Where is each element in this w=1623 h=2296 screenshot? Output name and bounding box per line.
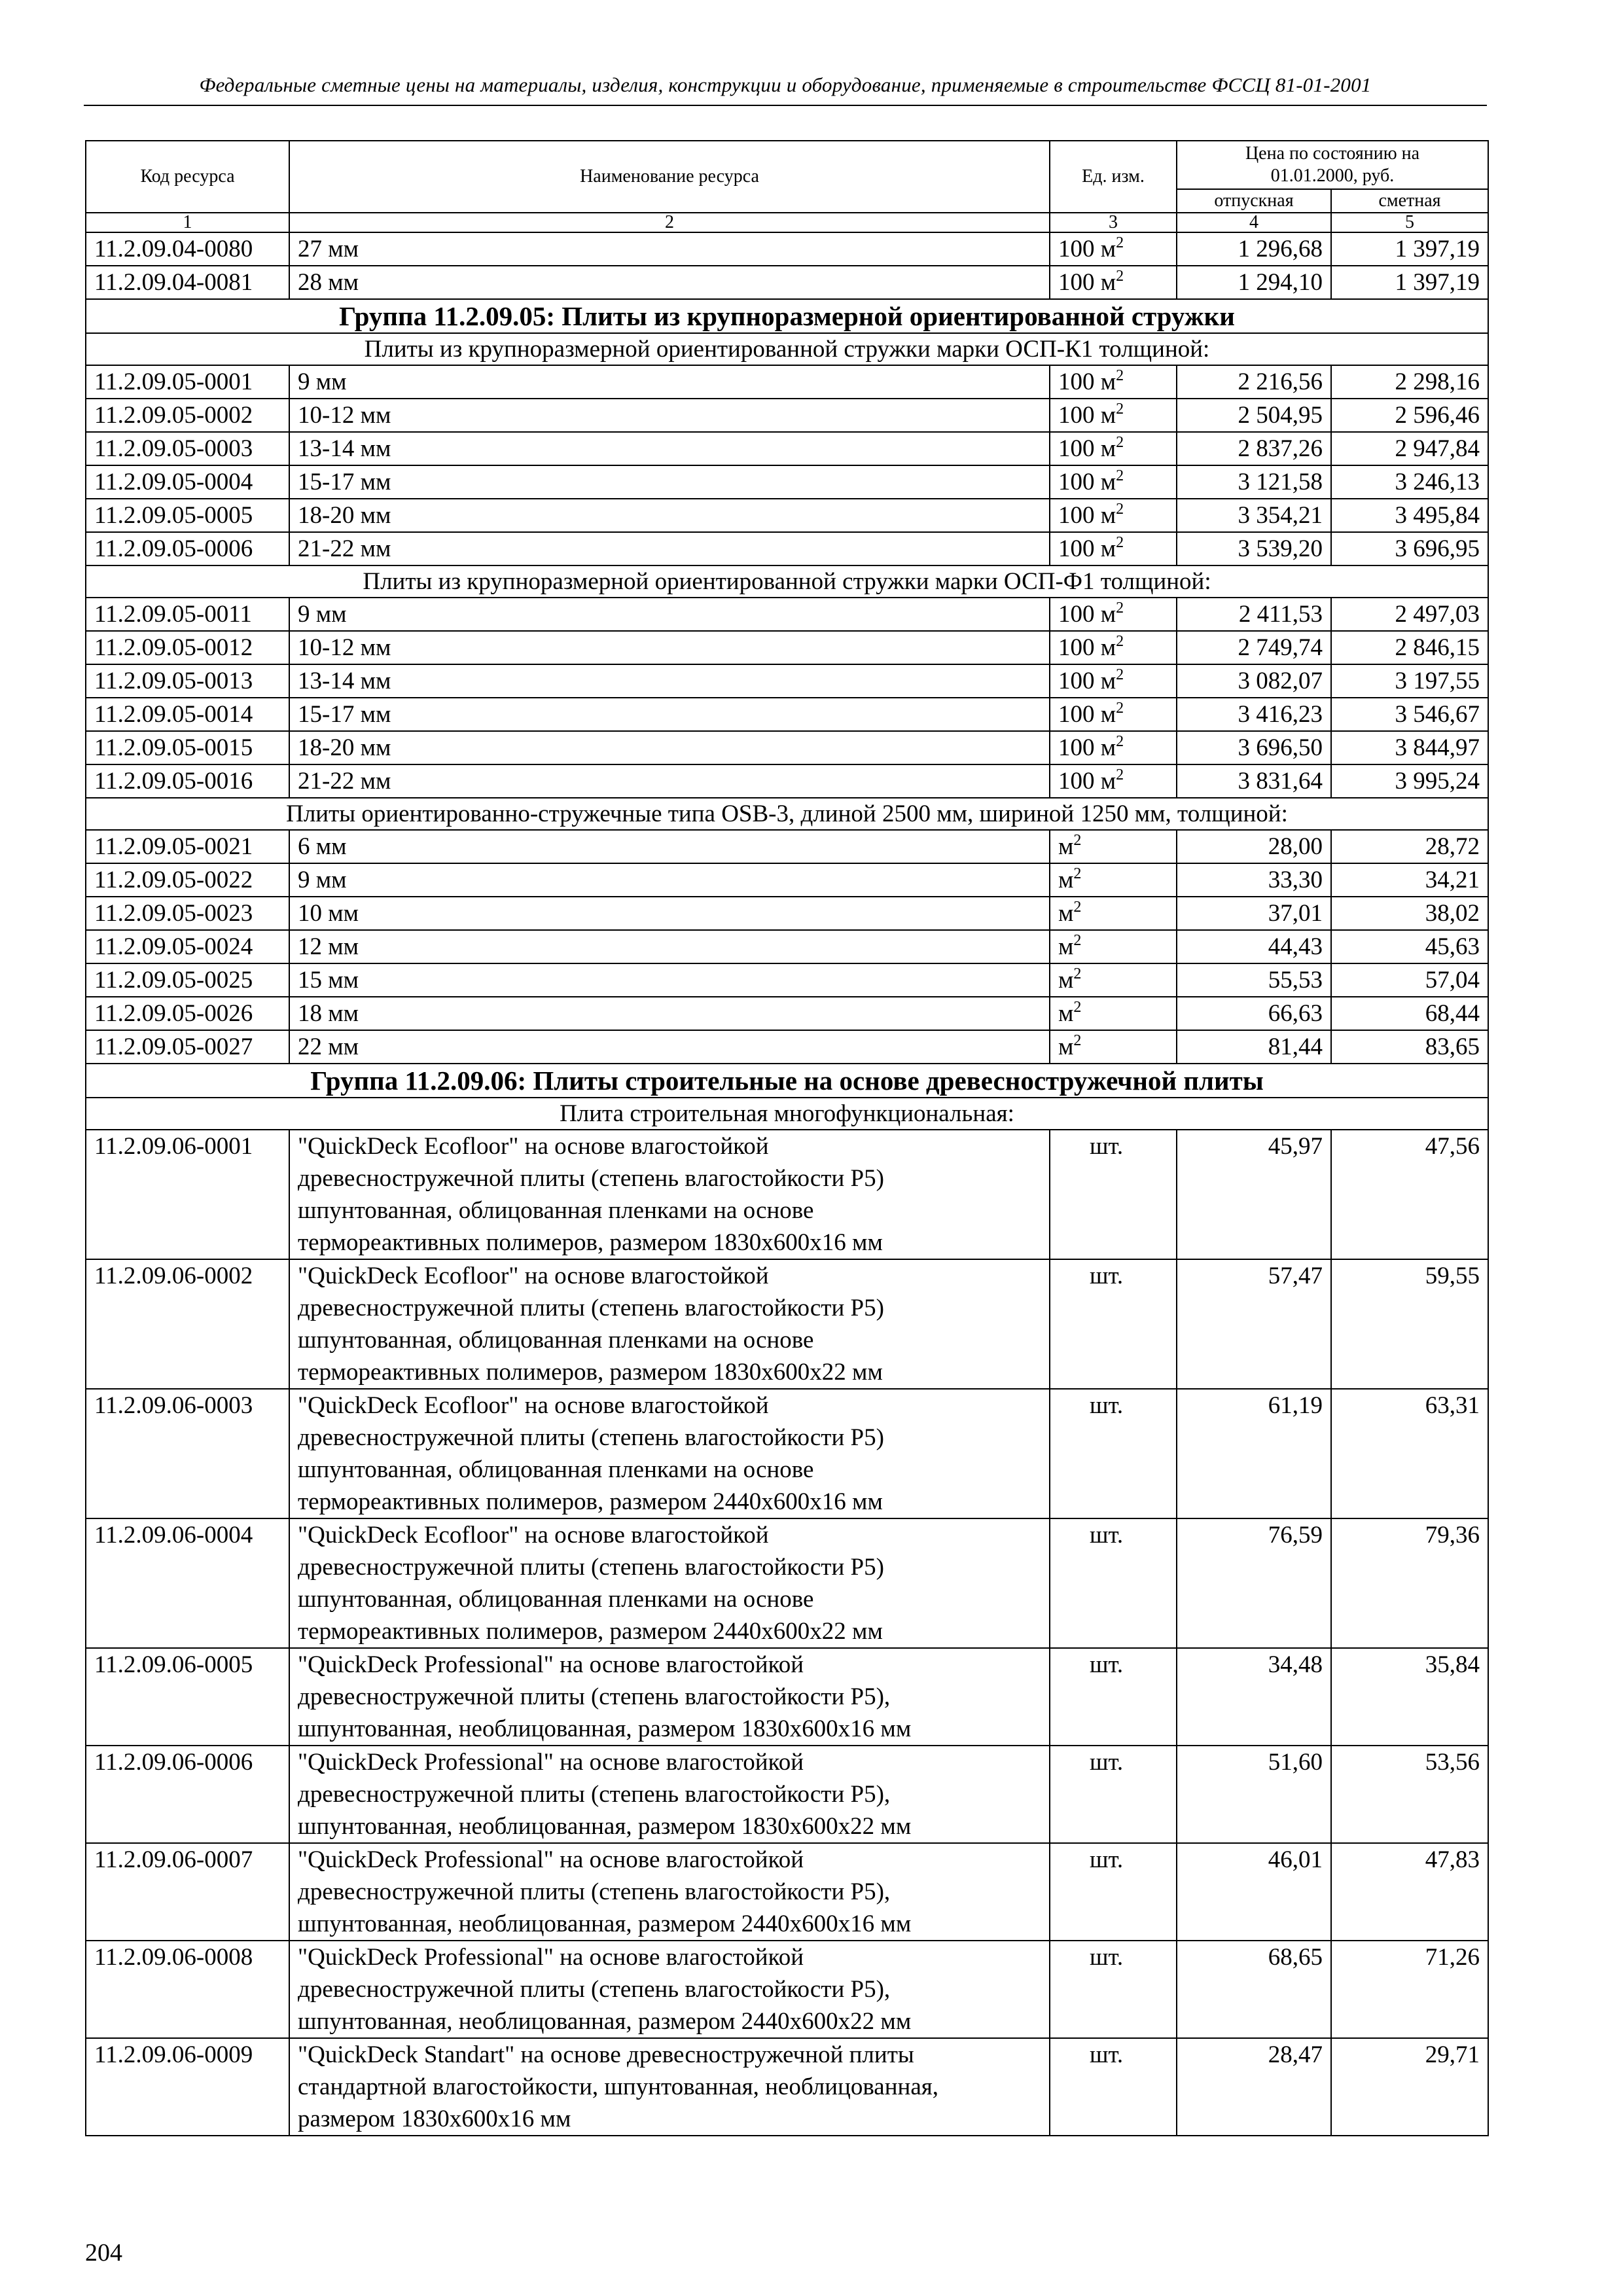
resource-name-cell xyxy=(289,764,1050,798)
release-price: 57,47 xyxy=(1177,1259,1331,1389)
document-header: Федеральные сметные цены на материалы, изделия, конструкции и оборудование, применяемые в строительстве ФССЦ 81-01-2001 xyxy=(199,73,1372,96)
table-row xyxy=(86,598,1488,631)
release-price: 1 294,10 xyxy=(1177,266,1331,299)
estimate-price: 47,56 xyxy=(1331,1130,1488,1259)
resource-name-cell xyxy=(289,1259,1050,1389)
unit: 100 м xyxy=(1058,734,1116,761)
unit-cell xyxy=(1050,631,1177,664)
resource-code: 11.2.09.06-0008 xyxy=(86,1941,289,2038)
resource-name-cell xyxy=(289,1130,1050,1259)
unit-cell xyxy=(1050,764,1177,798)
unit-cell xyxy=(1050,232,1177,266)
unit-exponent: 2 xyxy=(1116,700,1124,717)
unit-cell xyxy=(1050,432,1177,465)
unit-cell xyxy=(1050,664,1177,698)
resource-code: 11.2.09.05-0021 xyxy=(86,830,289,863)
resource-code: 11.2.09.05-0014 xyxy=(86,698,289,731)
release-price: 2 216,56 xyxy=(1177,365,1331,399)
resource-name-cell xyxy=(289,365,1050,399)
estimate-price: 2 596,46 xyxy=(1331,399,1488,432)
resource-code: 11.2.09.05-0011 xyxy=(86,598,289,631)
resource-name-cell xyxy=(289,731,1050,764)
resource-name: 28 мм xyxy=(298,269,359,296)
release-price: 61,19 xyxy=(1177,1389,1331,1518)
unit-exponent: 2 xyxy=(1116,766,1124,783)
resource-code: 11.2.09.05-0012 xyxy=(86,631,289,664)
resource-code: 11.2.09.05-0013 xyxy=(86,664,289,698)
table-row xyxy=(86,930,1488,963)
table-row xyxy=(86,1746,1488,1843)
release-price: 3 696,50 xyxy=(1177,731,1331,764)
resource-name: "QuickDeck Professional" на основе влагостойкой древесностружечной плиты (степень влагостойкости Р5), шпунтованная, необлицованная, размером 2440х600х16 мм xyxy=(298,1846,912,1937)
column-header-name: Наименование ресурса xyxy=(289,141,1050,213)
table-row xyxy=(86,432,1488,465)
resource-code: 11.2.09.05-0016 xyxy=(86,764,289,798)
resource-name-cell xyxy=(289,930,1050,963)
table-row xyxy=(86,830,1488,863)
resource-name: 10-12 мм xyxy=(298,634,391,661)
resource-name-cell xyxy=(289,432,1050,465)
table-row xyxy=(86,731,1488,764)
resource-name: 15-17 мм xyxy=(298,469,391,495)
subgroup-heading: Плиты из крупноразмерной ориентированной стружки марки ОСП-Ф1 толщиной: xyxy=(86,565,1488,598)
estimate-price: 34,21 xyxy=(1331,863,1488,897)
unit-cell xyxy=(1050,897,1177,930)
unit: м xyxy=(1058,867,1074,893)
unit: м xyxy=(1058,933,1074,960)
release-price: 3 354,21 xyxy=(1177,499,1331,532)
subgroup-heading-row xyxy=(86,1098,1488,1130)
estimate-price: 2 497,03 xyxy=(1331,598,1488,631)
resource-name-cell xyxy=(289,1389,1050,1518)
table-row xyxy=(86,1648,1488,1746)
resource-name: 18 мм xyxy=(298,1000,359,1027)
resource-name-cell xyxy=(289,664,1050,698)
resource-name: "QuickDeck Ecofloor" на основе влагостойкой древесностружечной плиты (степень влагостойкости Р5) шпунтованная, облицованная пленками на основе термореактивных полимеров, размером 2440х600х16 мм xyxy=(298,1392,884,1515)
unit-cell xyxy=(1050,532,1177,565)
estimate-price: 3 696,95 xyxy=(1331,532,1488,565)
estimate-price: 3 495,84 xyxy=(1331,499,1488,532)
estimate-price: 1 397,19 xyxy=(1331,266,1488,299)
estimate-price: 79,36 xyxy=(1331,1518,1488,1648)
table-row xyxy=(86,1941,1488,2038)
table-row xyxy=(86,1130,1488,1259)
resource-name: 9 мм xyxy=(298,867,347,893)
resource-name-cell xyxy=(289,1648,1050,1746)
table-row xyxy=(86,1259,1488,1389)
resource-name: 18-20 мм xyxy=(298,502,391,529)
unit-cell xyxy=(1050,1389,1177,1518)
estimate-price: 3 844,97 xyxy=(1331,731,1488,764)
unit-cell xyxy=(1050,1648,1177,1746)
resource-name-cell xyxy=(289,532,1050,565)
table-row xyxy=(86,1389,1488,1518)
resource-name: 10 мм xyxy=(298,900,359,927)
resource-name: "QuickDeck Professional" на основе влагостойкой древесностружечной плиты (степень влагостойкости Р5), шпунтованная, необлицованная, размером 1830х600х16 мм xyxy=(298,1651,912,1742)
table-row xyxy=(86,365,1488,399)
unit: шт. xyxy=(1090,1392,1124,1419)
release-price: 3 831,64 xyxy=(1177,764,1331,798)
unit-exponent: 2 xyxy=(1116,666,1124,683)
unit: шт. xyxy=(1090,1522,1124,1549)
resource-code: 11.2.09.06-0003 xyxy=(86,1389,289,1518)
unit: шт. xyxy=(1090,2041,1124,2068)
subgroup-heading: Плиты ориентированно-стружечные типа OSB-3, длиной 2500 мм, шириной 1250 мм, толщиной: xyxy=(86,798,1488,830)
resource-code: 11.2.09.05-0006 xyxy=(86,532,289,565)
column-number: 2 xyxy=(289,213,1050,232)
unit-cell xyxy=(1050,399,1177,432)
resource-code: 11.2.09.05-0023 xyxy=(86,897,289,930)
resource-name: 12 мм xyxy=(298,933,359,960)
resource-code: 11.2.09.06-0005 xyxy=(86,1648,289,1746)
release-price: 68,65 xyxy=(1177,1941,1331,2038)
estimate-price: 35,84 xyxy=(1331,1648,1488,1746)
table-row xyxy=(86,232,1488,266)
resource-code: 11.2.09.04-0081 xyxy=(86,266,289,299)
table-row xyxy=(86,664,1488,698)
table-row xyxy=(86,1843,1488,1941)
resource-name-cell xyxy=(289,997,1050,1030)
resource-code: 11.2.09.05-0025 xyxy=(86,963,289,997)
unit: м xyxy=(1058,900,1074,927)
resource-name-cell xyxy=(289,399,1050,432)
release-price: 37,01 xyxy=(1177,897,1331,930)
resource-name-cell xyxy=(289,830,1050,863)
release-price: 55,53 xyxy=(1177,963,1331,997)
resource-name-cell xyxy=(289,2038,1050,2136)
resource-code: 11.2.09.05-0002 xyxy=(86,399,289,432)
estimate-price: 59,55 xyxy=(1331,1259,1488,1389)
unit-exponent: 2 xyxy=(1116,733,1124,750)
unit-cell xyxy=(1050,1259,1177,1389)
resource-name: 15-17 мм xyxy=(298,701,391,728)
group-heading-row xyxy=(86,1064,1488,1098)
unit: 100 м xyxy=(1058,269,1116,296)
estimate-price: 57,04 xyxy=(1331,963,1488,997)
estimate-price: 45,63 xyxy=(1331,930,1488,963)
table-row xyxy=(86,532,1488,565)
header-rule xyxy=(84,105,1487,106)
column-header-estimate-price: сметная xyxy=(1331,189,1488,213)
estimate-price: 53,56 xyxy=(1331,1746,1488,1843)
unit: м xyxy=(1058,1000,1074,1027)
unit: шт. xyxy=(1090,1133,1124,1160)
resource-code: 11.2.09.05-0003 xyxy=(86,432,289,465)
release-price: 45,97 xyxy=(1177,1130,1331,1259)
subgroup-heading-row xyxy=(86,798,1488,830)
unit: 100 м xyxy=(1058,601,1116,628)
unit-cell xyxy=(1050,266,1177,299)
resource-name: 6 мм xyxy=(298,833,347,860)
unit-exponent: 2 xyxy=(1073,865,1082,882)
estimate-price: 38,02 xyxy=(1331,897,1488,930)
unit-cell xyxy=(1050,997,1177,1030)
release-price: 44,43 xyxy=(1177,930,1331,963)
resource-name: 22 мм xyxy=(298,1033,359,1060)
estimate-price: 3 546,67 xyxy=(1331,698,1488,731)
unit-cell xyxy=(1050,365,1177,399)
table-row xyxy=(86,1518,1488,1648)
unit: 100 м xyxy=(1058,236,1116,262)
unit: шт. xyxy=(1090,1651,1124,1678)
estimate-price: 68,44 xyxy=(1331,997,1488,1030)
resource-name-cell xyxy=(289,232,1050,266)
resource-name-cell xyxy=(289,1941,1050,2038)
unit-cell xyxy=(1050,930,1177,963)
unit: 100 м xyxy=(1058,368,1116,395)
estimate-price: 3 246,13 xyxy=(1331,465,1488,499)
unit: шт. xyxy=(1090,1944,1124,1971)
resource-name: 10-12 мм xyxy=(298,402,391,429)
resource-name: "QuickDeck Ecofloor" на основе влагостойкой древесностружечной плиты (степень влагостойкости Р5) шпунтованная, облицованная пленками на основе термореактивных полимеров, размером 1830х600х16 мм xyxy=(298,1133,884,1256)
resource-name-cell xyxy=(289,1030,1050,1064)
unit-cell xyxy=(1050,1746,1177,1843)
column-number: 3 xyxy=(1050,213,1177,232)
estimate-price: 2 846,15 xyxy=(1331,631,1488,664)
resource-name-cell xyxy=(289,963,1050,997)
resource-name: "QuickDeck Professional" на основе влагостойкой древесностружечной плиты (степень влагостойкости Р5), шпунтованная, необлицованная, размером 1830х600х22 мм xyxy=(298,1749,912,1840)
unit-exponent: 2 xyxy=(1073,832,1082,849)
release-price: 3 082,07 xyxy=(1177,664,1331,698)
resource-code: 11.2.09.06-0009 xyxy=(86,2038,289,2136)
unit-cell xyxy=(1050,465,1177,499)
unit-exponent: 2 xyxy=(1073,999,1082,1016)
unit: 100 м xyxy=(1058,634,1116,661)
unit: 100 м xyxy=(1058,502,1116,529)
unit: 100 м xyxy=(1058,535,1116,562)
unit-cell xyxy=(1050,1941,1177,2038)
unit-exponent: 2 xyxy=(1116,633,1124,650)
unit: шт. xyxy=(1090,1263,1124,1289)
column-number: 4 xyxy=(1177,213,1331,232)
resource-name-cell xyxy=(289,863,1050,897)
release-price: 66,63 xyxy=(1177,997,1331,1030)
estimate-price: 3 197,55 xyxy=(1331,664,1488,698)
resource-name-cell xyxy=(289,1746,1050,1843)
unit-cell xyxy=(1050,731,1177,764)
column-header-code: Код ресурса xyxy=(86,141,289,213)
unit-cell xyxy=(1050,1843,1177,1941)
resource-name: 13-14 мм xyxy=(298,668,391,694)
unit-cell xyxy=(1050,598,1177,631)
resource-name: 9 мм xyxy=(298,368,347,395)
group-heading-row xyxy=(86,299,1488,333)
unit: м xyxy=(1058,1033,1074,1060)
subgroup-heading-row xyxy=(86,333,1488,365)
resource-code: 11.2.09.06-0004 xyxy=(86,1518,289,1648)
resource-name-cell xyxy=(289,598,1050,631)
resource-code: 11.2.09.06-0007 xyxy=(86,1843,289,1941)
resource-code: 11.2.09.05-0004 xyxy=(86,465,289,499)
unit-exponent: 2 xyxy=(1116,467,1124,484)
price-table-body xyxy=(86,141,1488,2136)
unit-exponent: 2 xyxy=(1116,401,1124,418)
table-row xyxy=(86,1030,1488,1064)
resource-code: 11.2.09.05-0026 xyxy=(86,997,289,1030)
unit-exponent: 2 xyxy=(1073,932,1082,949)
unit-cell xyxy=(1050,863,1177,897)
unit-exponent: 2 xyxy=(1116,268,1124,285)
resource-name-cell xyxy=(289,897,1050,930)
unit-exponent: 2 xyxy=(1073,965,1082,982)
unit-exponent: 2 xyxy=(1073,899,1082,916)
release-price: 2 411,53 xyxy=(1177,598,1331,631)
unit: 100 м xyxy=(1058,768,1116,795)
resource-name: 9 мм xyxy=(298,601,347,628)
resource-name-cell xyxy=(289,266,1050,299)
resource-code: 11.2.09.06-0001 xyxy=(86,1130,289,1259)
estimate-price: 71,26 xyxy=(1331,1941,1488,2038)
table-row xyxy=(86,2038,1488,2136)
unit: 100 м xyxy=(1058,435,1116,462)
unit-exponent: 2 xyxy=(1116,367,1124,384)
unit-exponent: 2 xyxy=(1116,600,1124,617)
column-number-row xyxy=(86,213,1488,232)
table-header-row xyxy=(86,141,1488,189)
subgroup-heading-row xyxy=(86,565,1488,598)
column-header-price: Цена по состоянию на 01.01.2000, руб. xyxy=(1177,141,1488,189)
release-price: 2 749,74 xyxy=(1177,631,1331,664)
release-price: 28,47 xyxy=(1177,2038,1331,2136)
release-price: 3 539,20 xyxy=(1177,532,1331,565)
resource-name: "QuickDeck Ecofloor" на основе влагостойкой древесностружечной плиты (степень влагостойкости Р5) шпунтованная, облицованная пленками на основе термореактивных полимеров, размером 2440х600х22 мм xyxy=(298,1522,884,1645)
unit: м xyxy=(1058,833,1074,860)
resource-name-cell xyxy=(289,1518,1050,1648)
release-price: 2 504,95 xyxy=(1177,399,1331,432)
estimate-price: 63,31 xyxy=(1331,1389,1488,1518)
unit-exponent: 2 xyxy=(1116,501,1124,518)
release-price: 2 837,26 xyxy=(1177,432,1331,465)
table-row xyxy=(86,764,1488,798)
subgroup-heading: Плиты из крупноразмерной ориентированной стружки марки ОСП-К1 толщиной: xyxy=(86,333,1488,365)
unit: 100 м xyxy=(1058,402,1116,429)
unit: шт. xyxy=(1090,1846,1124,1873)
estimate-price: 2 947,84 xyxy=(1331,432,1488,465)
table-row xyxy=(86,897,1488,930)
price-table xyxy=(85,140,1489,2136)
unit: 100 м xyxy=(1058,701,1116,728)
table-row xyxy=(86,631,1488,664)
table-row xyxy=(86,698,1488,731)
estimate-price: 83,65 xyxy=(1331,1030,1488,1064)
resource-code: 11.2.09.05-0001 xyxy=(86,365,289,399)
release-price: 28,00 xyxy=(1177,830,1331,863)
resource-code: 11.2.09.04-0080 xyxy=(86,232,289,266)
resource-name: 18-20 мм xyxy=(298,734,391,761)
resource-name: 21-22 мм xyxy=(298,768,391,795)
resource-code: 11.2.09.05-0022 xyxy=(86,863,289,897)
table-row xyxy=(86,863,1488,897)
resource-name-cell xyxy=(289,1843,1050,1941)
unit: шт. xyxy=(1090,1749,1124,1776)
unit: 100 м xyxy=(1058,668,1116,694)
table-row xyxy=(86,399,1488,432)
resource-code: 11.2.09.06-0002 xyxy=(86,1259,289,1389)
column-number: 1 xyxy=(86,213,289,232)
release-price: 81,44 xyxy=(1177,1030,1331,1064)
estimate-price: 3 995,24 xyxy=(1331,764,1488,798)
table-row xyxy=(86,465,1488,499)
page-number: 204 xyxy=(85,2239,122,2267)
estimate-price: 47,83 xyxy=(1331,1843,1488,1941)
resource-name-cell xyxy=(289,698,1050,731)
table-row xyxy=(86,997,1488,1030)
estimate-price: 29,71 xyxy=(1331,2038,1488,2136)
resource-code: 11.2.09.05-0005 xyxy=(86,499,289,532)
resource-code: 11.2.09.06-0006 xyxy=(86,1746,289,1843)
resource-name-cell xyxy=(289,631,1050,664)
unit: м xyxy=(1058,967,1074,994)
resource-name: 15 мм xyxy=(298,967,359,994)
unit-exponent: 2 xyxy=(1116,534,1124,551)
resource-name: "QuickDeck Professional" на основе влагостойкой древесностружечной плиты (степень влагостойкости Р5), шпунтованная, необлицованная, размером 2440х600х22 мм xyxy=(298,1944,912,2035)
unit-exponent: 2 xyxy=(1116,234,1124,251)
resource-code: 11.2.09.05-0027 xyxy=(86,1030,289,1064)
release-price: 76,59 xyxy=(1177,1518,1331,1648)
unit-cell xyxy=(1050,499,1177,532)
resource-name: 21-22 мм xyxy=(298,535,391,562)
unit-cell xyxy=(1050,1518,1177,1648)
unit-cell xyxy=(1050,830,1177,863)
unit-cell xyxy=(1050,1030,1177,1064)
unit-exponent: 2 xyxy=(1116,434,1124,451)
estimate-price: 28,72 xyxy=(1331,830,1488,863)
group-heading: Группа 11.2.09.06: Плиты строительные на основе древесностружечной плиты xyxy=(86,1064,1488,1098)
unit-cell xyxy=(1050,1130,1177,1259)
release-price: 3 416,23 xyxy=(1177,698,1331,731)
resource-name: "QuickDeck Standart" на основе древесностружечной плиты стандартной влагостойкости, шпунтованная, необлицованная, размером 1830х600х16 мм xyxy=(298,2041,939,2132)
resource-code: 11.2.09.05-0015 xyxy=(86,731,289,764)
table-row xyxy=(86,499,1488,532)
release-price: 46,01 xyxy=(1177,1843,1331,1941)
resource-name-cell xyxy=(289,499,1050,532)
column-header-unit: Ед. изм. xyxy=(1050,141,1177,213)
release-price: 3 121,58 xyxy=(1177,465,1331,499)
resource-name: 27 мм xyxy=(298,236,359,262)
resource-name: "QuickDeck Ecofloor" на основе влагостойкой древесностружечной плиты (степень влагостойкости Р5) шпунтованная, облицованная пленками на основе термореактивных полимеров, размером 1830х600х22 мм xyxy=(298,1263,884,1386)
table-row xyxy=(86,266,1488,299)
estimate-price: 1 397,19 xyxy=(1331,232,1488,266)
table-row xyxy=(86,963,1488,997)
unit-cell xyxy=(1050,698,1177,731)
estimate-price: 2 298,16 xyxy=(1331,365,1488,399)
release-price: 34,48 xyxy=(1177,1648,1331,1746)
resource-code: 11.2.09.05-0024 xyxy=(86,930,289,963)
resource-name: 13-14 мм xyxy=(298,435,391,462)
unit-exponent: 2 xyxy=(1073,1032,1082,1049)
unit-cell xyxy=(1050,963,1177,997)
release-price: 1 296,68 xyxy=(1177,232,1331,266)
unit: 100 м xyxy=(1058,469,1116,495)
subgroup-heading: Плита строительная многофункциональная: xyxy=(86,1098,1488,1130)
group-heading: Группа 11.2.09.05: Плиты из крупноразмерной ориентированной стружки xyxy=(86,299,1488,333)
column-header-release-price: отпускная xyxy=(1177,189,1331,213)
resource-name-cell xyxy=(289,465,1050,499)
column-number: 5 xyxy=(1331,213,1488,232)
release-price: 51,60 xyxy=(1177,1746,1331,1843)
release-price: 33,30 xyxy=(1177,863,1331,897)
unit-cell xyxy=(1050,2038,1177,2136)
